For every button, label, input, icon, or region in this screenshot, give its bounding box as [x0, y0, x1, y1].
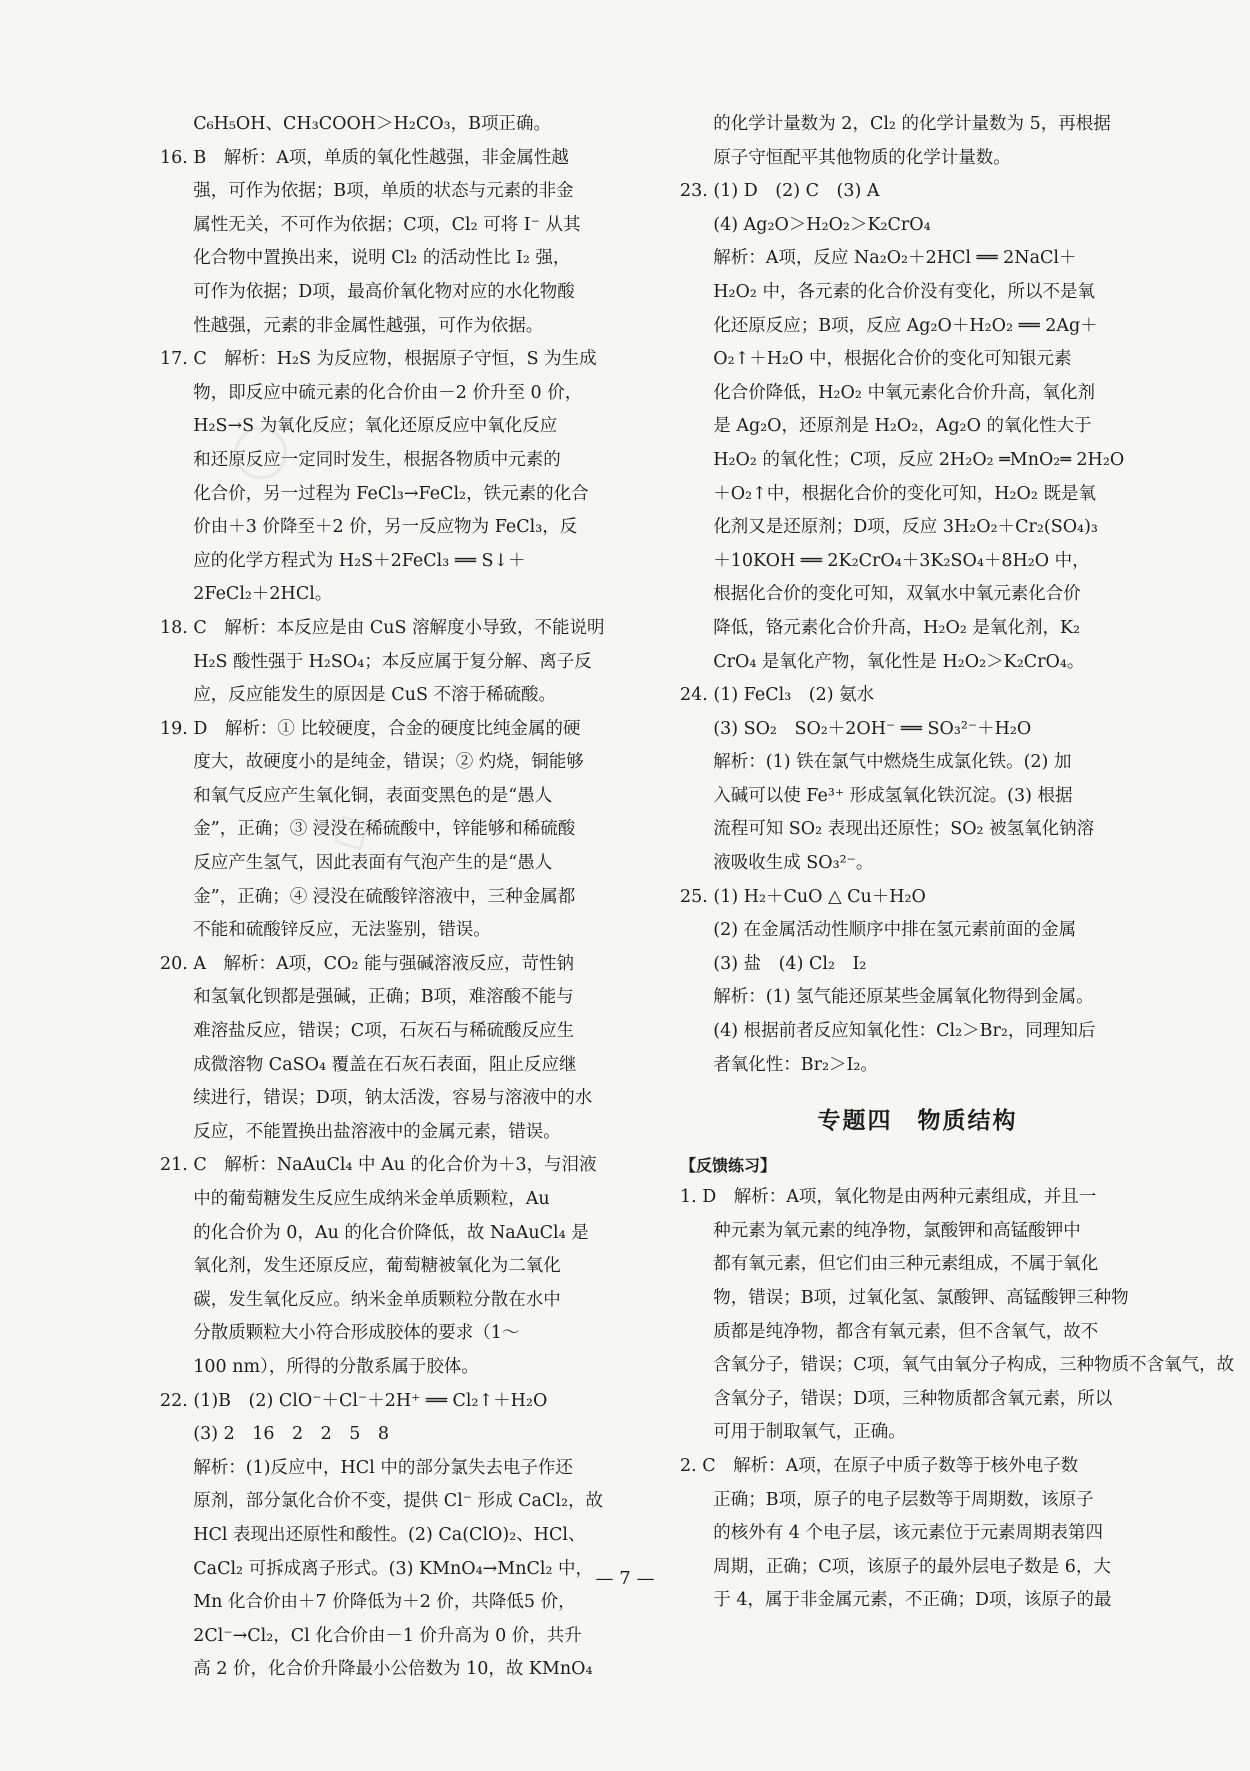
text-line: 难溶盐反应，错误；C项，石灰石与稀硫酸反应生	[193, 1021, 575, 1042]
text-line: 1. D 解析：A项，氧化物是由两种元素组成，并且一	[680, 1187, 1097, 1208]
text-line: 应，反应能发生的原因是 CuS 不溶于稀硫酸。	[193, 685, 557, 706]
text-line: 和还原反应一定同时发生，根据各物质中元素的	[193, 449, 561, 470]
text-line: 反应，不能置换出盐溶液中的金属元素，错误。	[193, 1121, 561, 1142]
text-line: 不能和硫酸锌反应，无法鉴别，错误。	[193, 920, 491, 941]
feedback-answers	[680, 1181, 1235, 1618]
text-line: 23. (1) D (2) C (3) A	[680, 181, 880, 202]
watermark-stamp: ◇	[318, 794, 382, 866]
text-line: 于 4，属于非金属元素，不正确；D项，该原子的最	[713, 1590, 1112, 1611]
text-line: 性越强，元素的非金属性越强，可作为依据。	[193, 315, 544, 336]
text-line: ＋10KOH ══ 2K₂CrO₄＋3K₂SO₄＋8H₂O 中，	[713, 550, 1090, 571]
text-line: 正确；B项，原子的电子层数等于周期数，该原子	[713, 1489, 1094, 1510]
text-line: 的化学计量数为 2，Cl₂ 的化学计量数为 5，再根据	[713, 114, 1111, 134]
text-line: 氧化剂，发生还原反应，葡萄糖被氧化为二氧化	[193, 1256, 561, 1277]
text-line: (4) Ag₂O＞H₂O₂＞K₂CrO₄	[713, 214, 931, 235]
text-line: 原子守恒配平其他物质的化学计量数。	[713, 147, 1011, 168]
text-line: 16. B 解析：A项，单质的氧化性越强，非金属性越	[160, 147, 569, 168]
feedback-label: 【反馈练习】	[680, 1156, 777, 1176]
text-line: 成微溶物 CaSO₄ 覆盖在石灰石表面，阻止反应继	[193, 1054, 577, 1075]
text-line: 解析：(1) 铁在氯气中燃烧生成氯化铁。(2) 加	[713, 752, 1072, 773]
text-line: 解析：(1) 氢气能还原某些金属氧化物得到金属。	[713, 987, 1094, 1008]
text-line: (3) SO₂ SO₂＋2OH⁻ ══ SO₃²⁻＋H₂O	[713, 718, 1032, 739]
text-line: 周期，正确；C项，该原子的最外层电子数是 6，大	[713, 1556, 1111, 1577]
text-line: 可作为依据；D项，最高价氧化物对应的水化物酸	[193, 281, 575, 302]
text-line: (4) 根据前者反应知氧化性：Cl₂＞Br₂，同理知后	[713, 1021, 1096, 1042]
text-line: 24. (1) FeCl₃ (2) 氨水	[680, 685, 875, 706]
text-line: 物，即反应中硫元素的化合价由－2 价升至 0 价，	[193, 382, 583, 403]
text-line: CrO₄ 是氧化产物，氧化性是 H₂O₂＞K₂CrO₄。	[713, 651, 1085, 672]
text-line: 化合物中置换出来，说明 Cl₂ 的活动性比 I₂ 强，	[193, 248, 571, 269]
text-line: 化剂又是还原剂；D项，反应 3H₂O₂＋Cr₂(SO₄)₃	[713, 517, 1098, 538]
text-line: 含氧分子，错误；C项，氧气由氧分子构成，三种物质不含氧气，故	[713, 1355, 1235, 1376]
text-line: C₆H₅OH、CH₃COOH＞H₂CO₃，B项正确。	[193, 114, 551, 134]
text-line: 分散质颗粒大小符合形成胶体的要求（1～	[193, 1323, 520, 1344]
right-column-answers	[680, 108, 1155, 1082]
text-line: (3) 盐 (4) Cl₂ I₂	[713, 953, 867, 974]
text-line: 2. C 解析：A项，在原子中质子数等于核外电子数	[680, 1455, 1079, 1476]
text-line: 物，错误；B项，过氧化氢、氯酸钾、高锰酸钾三种物	[713, 1288, 1129, 1308]
text-line: (3) 2 16 2 2 5 8	[193, 1424, 390, 1445]
text-line: 20. A 解析：A项，CO₂ 能与强碱溶液反应，苛性钠	[160, 953, 574, 974]
text-line: HCl 表现出还原性和酸性。(2) Ca(ClO)₂、HCl、	[193, 1524, 586, 1545]
text-line: 21. C 解析：NaAuCl₄ 中 Au 的化合价为＋3，与泪液	[160, 1155, 597, 1176]
text-line: 2FeCl₂＋2HCl。	[193, 584, 333, 605]
text-line: 金”，正确；③ 浸没在稀硫酸中，锌能够和稀硫酸	[193, 819, 576, 840]
text-line: 解析：A项，反应 Na₂O₂＋2HCl ══ 2NaCl＋	[713, 248, 1077, 269]
text-line: 中的葡萄糖发生反应生成纳米金单质颗粒，Au	[193, 1189, 550, 1209]
text-line: 2Cl⁻→Cl₂，Cl 化合价由－1 价升高为 0 价，共升	[193, 1625, 582, 1646]
text-line: 解析：(1)反应中，HCl 中的部分氯失去电子作还	[193, 1457, 573, 1478]
text-line: 19. D 解析：① 比较硬度，合金的硬度比纯金属的硬	[160, 718, 581, 739]
text-line: 度大，故硬度小的是纯金，错误；② 灼烧，铜能够	[193, 752, 584, 773]
text-line: 100 nm），所得的分散系属于胶体。	[193, 1356, 479, 1377]
text-line: 流程可知 SO₂ 表现出还原性；SO₂ 被氢氧化钠溶	[713, 819, 1095, 840]
text-line: 都有氧元素，但它们由三种元素组成，不属于氧化	[713, 1254, 1099, 1275]
text-line: 化合价降低，H₂O₂ 中氧元素化合价升高，氧化剂	[713, 382, 1095, 403]
right-column	[680, 108, 1235, 1618]
text-line: H₂S 酸性强于 H₂SO₄；本反应属于复分解、离子反	[193, 651, 592, 672]
text-line: 强，可作为依据；B项，单质的状态与元素的非金	[193, 181, 574, 202]
text-line: (2) 在金属活动性顺序中排在氢元素前面的金属	[713, 920, 1077, 941]
text-line: 的化合价为 0，Au 的化合价降低，故 NaAuCl₄ 是	[193, 1222, 589, 1243]
text-line: CaCl₂ 可拆成离子形式。(3) KMnO₄→MnCl₂ 中，	[193, 1558, 594, 1579]
text-line: H₂S→S 为氧化反应；氧化还原反应中氧化反应	[193, 416, 558, 437]
text-line: 入碱可以使 Fe³⁺ 形成氢氧化铁沉淀。(3) 根据	[713, 785, 1073, 806]
text-line: 种元素为氧元素的纯净物，氯酸钾和高锰酸钾中	[713, 1220, 1081, 1241]
text-line: 高 2 价，化合价升降最小公倍数为 10，故 KMnO₄	[193, 1659, 593, 1680]
text-line: 碳，发生氧化反应。纳米金单质颗粒分散在水中	[193, 1289, 561, 1310]
text-line: 金”，正确；④ 浸没在硫酸锌溶液中，三种金属都	[193, 886, 576, 907]
page-number: — 7 —	[595, 1568, 655, 1589]
text-line: 化还原反应；B项，反应 Ag₂O＋H₂O₂ ══ 2Ag＋	[713, 315, 1098, 336]
text-line: 原剂，部分氯化合价不变，提供 Cl⁻ 形成 CaCl₂，故	[193, 1491, 603, 1512]
watermark-stamp: ◯	[219, 409, 299, 491]
text-line: 可用于制取氧气，正确。	[713, 1422, 906, 1443]
text-line: 属性无关，不可作为依据；C项，Cl₂ 可将 I⁻ 从其	[193, 214, 581, 235]
text-line: 的核外有 4 个电子层，该元素位于元素周期表第四	[713, 1523, 1104, 1544]
text-line: 是 Ag₂O，还原剂是 H₂O₂，Ag₂O 的氧化性大于	[713, 416, 1092, 437]
text-line: H₂O₂ 中，各元素的化合价没有变化，所以不是氧	[713, 281, 1095, 302]
text-line: 18. C 解析：本反应是由 CuS 溶解度小导致，不能说明	[160, 617, 605, 638]
left-column	[160, 108, 635, 1687]
text-line: 质都是纯净物，都含有氧元素，但不含氧气，故不	[713, 1321, 1099, 1342]
text-line: 反应产生氢气，因此表面有气泡产生的是“愚人	[193, 853, 553, 874]
text-line: 降低，铬元素化合价升高，H₂O₂ 是氧化剂，K₂	[713, 617, 1081, 638]
text-line: 25. (1) H₂＋CuO △ Cu＋H₂O	[680, 886, 926, 907]
text-line: 化合价，另一过程为 FeCl₃→FeCl₂，铁元素的化合	[193, 483, 589, 504]
text-line: H₂O₂ 的氧化性；C项，反应 2H₂O₂ ═MnO₂═ 2H₂O	[713, 449, 1125, 470]
text-line: 应的化学方程式为 H₂S＋2FeCl₃ ══ S↓＋	[193, 550, 526, 571]
text-line: O₂↑＋H₂O 中，根据化合价的变化可知银元素	[713, 349, 1072, 370]
text-line: 根据化合价的变化可知，双氧水中氧元素化合价	[713, 584, 1081, 605]
text-line: ＋O₂↑中，根据化合价的变化可知，H₂O₂ 既是氧	[713, 483, 1096, 504]
text-line: 者氧化性：Br₂＞I₂。	[713, 1054, 878, 1075]
text-line: 和氢氧化钡都是强碱，正确；B项，难溶酸不能与	[193, 987, 574, 1008]
text-line: 和氧气反应产生氧化铜，表面变黑色的是“愚人	[193, 785, 553, 806]
text-line: 22. (1)B (2) ClO⁻＋Cl⁻＋2H⁺ ══ Cl₂↑＋H₂O	[160, 1390, 548, 1411]
text-line: 续进行，错误；D项，钠太活泼，容易与溶液中的水	[193, 1088, 593, 1109]
text-line: 价由＋3 价降至＋2 价，另一反应物为 FeCl₃，反	[193, 517, 578, 538]
text-line: 液吸收生成 SO₃²⁻。	[713, 853, 874, 874]
text-line: 含氧分子，错误；D项，三种物质都含氧元素，所以	[713, 1388, 1113, 1409]
text-line: Mn 化合价由＋7 价降低为＋2 价，共降低5 价，	[193, 1592, 576, 1613]
text-line: 17. C 解析：H₂S 为反应物，根据原子守恒，S 为生成	[160, 349, 597, 370]
section-title: 专题四 物质结构	[817, 1108, 1018, 1135]
